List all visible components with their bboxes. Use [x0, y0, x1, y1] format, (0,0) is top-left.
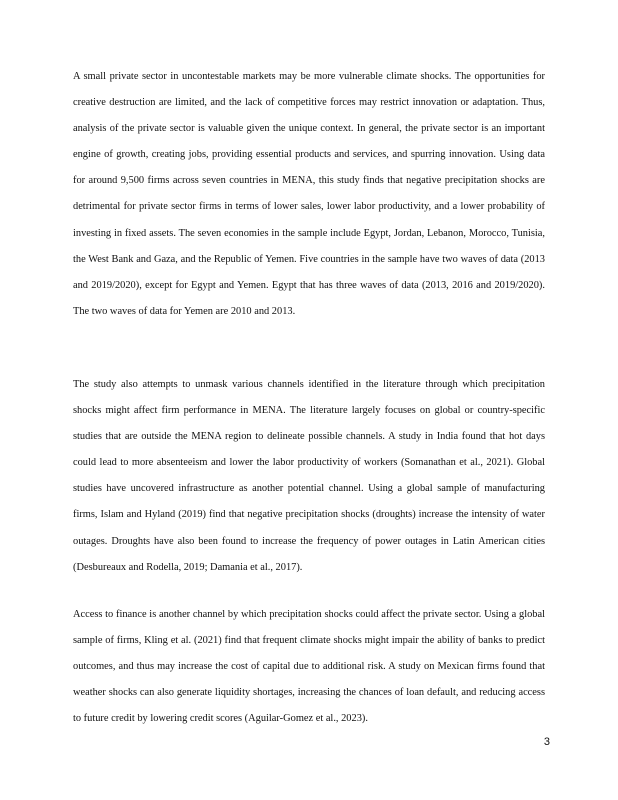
body-paragraph-2: The study also attempts to unmask various channels identified in the literature through which precipitation shocks might affect firm performance in MENA. The literature largely focuses on global or country-specific studies that are outside the MENA region to delineate possible channels. A study in India found that hot days could lead to more absenteeism and lower the labor productivity of workers (Somanathan et al., 2021). Global studies have uncovered infrastructure as another potential channel. Using a global sample of manufacturing firms, Islam and Hyland (2019) find that negative precipitation shocks (droughts) increase the intensity of water outages. Droughts have also been found to increase the frequency of power outages in Latin American cities (Desbureaux and Rodella, 2019; Damania et al., 2017). [73, 379, 545, 573]
body-paragraph-1: A small private sector in uncontestable markets may be more vulnerable climate shocks. The opportunities for creative destruction are limited, and the lack of competitive forces may restrict innovation or adaptation. Thus, analysis of the private sector is valuable given the unique context. In general, the private sector is an important engine of growth, creating jobs, providing essential products and services, and spurring innovation. Using data for around 9,500 firms across seven countries in MENA, this study finds that negative precipitation shocks are detrimental for private sector firms in terms of lower sales, lower labor productivity, and a lower probability of investing in fixed assets. The seven economies in the sample include Egypt, Jordan, Lebanon, Morocco, Tunisia, the West Bank and Gaza, and the Republic of Yemen. Five countries in the sample have two waves of data (2013 and 2019/2020), except for Egypt and Yemen. Egypt that has three waves of data (2013, 2016 and 2019/2020). The two waves of data for Yemen are 2010 and 2013. [73, 71, 545, 317]
body-paragraph-3: Access to finance is another channel by which precipitation shocks could affect the private sector. Using a global sample of firms, Kling et al. (2021) find that frequent climate shocks might impair the ability of banks to predict outcomes, and thus may increase the cost of capital due to additional risk. A study on Mexican firms found that weather shocks can also generate liquidity shortages, increasing the chances of loan default, and reducing access to future credit by lowering credit scores (Aguilar-Gomez et al., 2023). [73, 609, 545, 725]
page-number: 3 [543, 736, 550, 748]
